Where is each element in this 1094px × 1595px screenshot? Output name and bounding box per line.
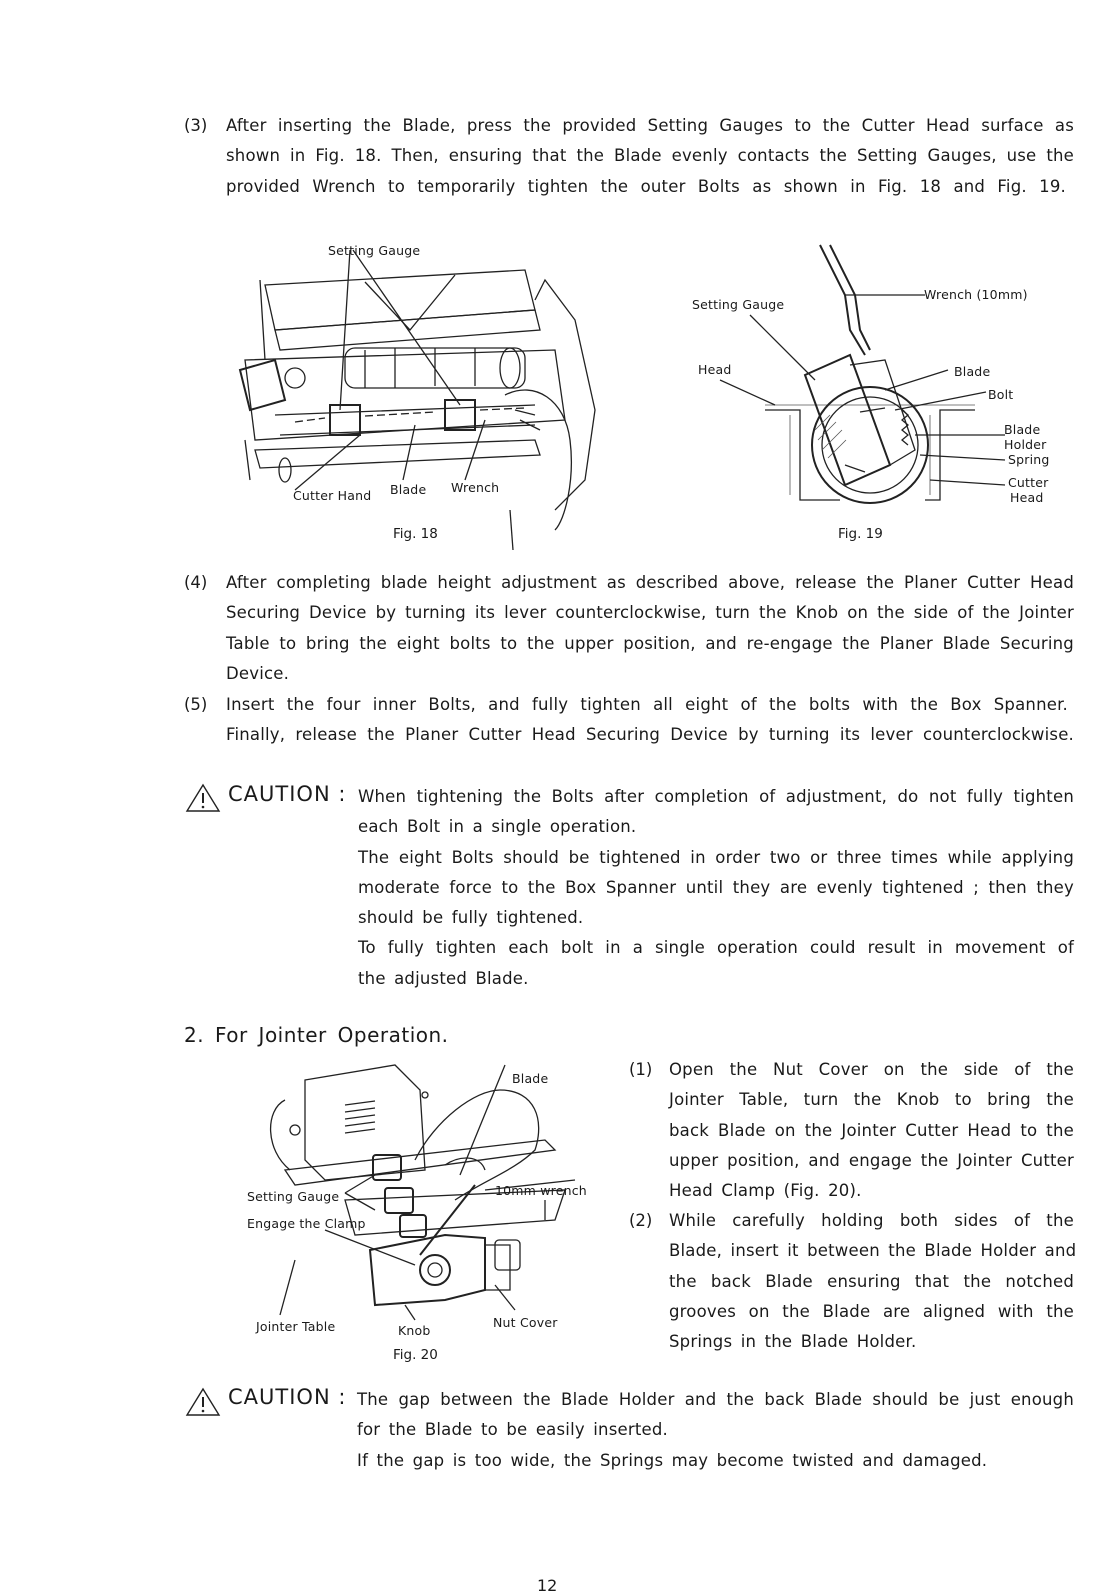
step-5-number: (5) <box>184 695 208 714</box>
fig-19-caption: Fig. 19 <box>838 526 883 542</box>
jointer-step-2-line: Blade, insert it between the Blade Holder and <box>669 1241 1077 1261</box>
step-4-line: Device. <box>226 663 290 683</box>
step-3-line: After inserting the Blade, press the provided Setting Gauges to the Cutter Head surface as <box>226 116 1074 135</box>
fig-19-label-cutter-head-2: Head <box>1010 490 1044 505</box>
step-3-text <box>226 111 1074 202</box>
warning-triangle-icon <box>185 1387 221 1417</box>
jointer-step-1-line: Head Clamp (Fig. 20). <box>669 1181 862 1201</box>
jointer-step-1-line: upper position, and engage the Jointer Cutter <box>669 1150 1074 1170</box>
jointer-step-2-line: Springs in the Blade Holder. <box>669 1332 917 1352</box>
jointer-step-2-number: (2) <box>629 1211 653 1230</box>
fig-18-caption: Fig. 18 <box>393 526 438 542</box>
step-3-line: provided Wrench to temporarily tighten the outer Bolts as shown in Fig. 18 and Fig. 19. <box>226 176 1066 196</box>
fig-20-label-nut-cover: Nut Cover <box>493 1315 558 1330</box>
jointer-step-2-text <box>669 1206 1077 1357</box>
caution-2-line: The gap between the Blade Holder and the back Blade should be just enough <box>357 1390 1074 1409</box>
step-4-number: (4) <box>184 573 208 592</box>
jointer-step-1-line: back Blade on the Jointer Cutter Head to the <box>669 1120 1074 1140</box>
caution-2-line: for the Blade to be easily inserted. <box>357 1420 668 1440</box>
caution-1-line: the adjusted Blade. <box>358 968 529 988</box>
step-4-line: Securing Device by turning its lever counterclockwise, turn the Knob on the side of the Jointer <box>226 603 1074 623</box>
step-4-text <box>226 568 1074 689</box>
step-3-line: shown in Fig. 18. Then, ensuring that the Blade evenly contacts the Setting Gauges, use the <box>226 146 1074 166</box>
step-4-line: Table to bring the eight bolts to the upper position, and re-engage the Planer Blade Securing <box>226 633 1074 653</box>
caution-1-label: CAUTION : <box>228 782 347 806</box>
jointer-step-2-line: grooves on the Blade are aligned with the <box>669 1301 1074 1321</box>
fig-19-label-spring: Spring <box>1008 452 1050 467</box>
fig-20-label-wrench: 10mm wrench <box>495 1183 587 1198</box>
caution-1-line: each Bolt in a single operation. <box>358 817 637 837</box>
fig-19-label-wrench: Wrench (10mm) <box>924 287 1028 302</box>
fig-19-label-blade-holder-1: Blade <box>1004 422 1041 437</box>
fig-19-label-bolt: Bolt <box>988 387 1014 402</box>
fig-20-illustration <box>245 1060 590 1350</box>
fig-18-label-wrench: Wrench <box>451 480 500 495</box>
fig-18-label-cutter-hand: Cutter Hand <box>293 488 372 503</box>
fig-20-label-jointer-table: Jointer Table <box>256 1319 336 1334</box>
fig-18-label-blade: Blade <box>390 482 427 497</box>
caution-2-line: If the gap is too wide, the Springs may become twisted and damaged. <box>357 1450 988 1470</box>
page-number: 12 <box>537 1576 558 1595</box>
fig-19-label-cutter-head-1: Cutter <box>1008 475 1049 490</box>
fig-19-label-blade: Blade <box>954 364 991 379</box>
step-5-line: Insert the four inner Bolts, and fully tighten all eight of the bolts with the Box Spanner. <box>226 695 1068 714</box>
fig-19-illustration <box>690 240 1060 520</box>
fig-19-label-blade-holder-2: Holder <box>1004 437 1047 452</box>
caution-2-label: CAUTION : <box>228 1385 347 1409</box>
fig-19-label-head: Head <box>698 362 732 377</box>
fig-20-label-setting-gauge: Setting Gauge <box>247 1189 340 1204</box>
jointer-step-1-number: (1) <box>629 1060 653 1079</box>
fig-20-caption: Fig. 20 <box>393 1347 438 1363</box>
jointer-step-2-line: While carefully holding both sides of the <box>669 1211 1074 1230</box>
caution-1-line: When tightening the Bolts after completion of adjustment, do not fully tighten <box>358 787 1074 806</box>
fig-20-label-engage-clamp: Engage the Clamp <box>247 1216 366 1231</box>
caution-1-line: To fully tighten each bolt in a single operation could result in movement of <box>358 938 1074 958</box>
section-2-heading: 2. For Jointer Operation. <box>184 1023 449 1047</box>
caution-1-line: moderate force to the Box Spanner until they are evenly tightened ; then they <box>358 877 1074 897</box>
fig-18-illustration <box>235 240 605 550</box>
jointer-step-1-line: Open the Nut Cover on the side of the <box>669 1060 1074 1079</box>
jointer-step-1-text <box>669 1055 1074 1206</box>
fig-20-label-blade: Blade <box>512 1071 549 1086</box>
jointer-step-1-line: Jointer Table, turn the Knob to bring the <box>669 1090 1074 1110</box>
step-3-number: (3) <box>184 116 208 135</box>
fig-20-label-knob: Knob <box>398 1323 431 1338</box>
caution-2-text <box>357 1385 1074 1476</box>
caution-1-line: The eight Bolts should be tightened in order two or three times while applying <box>358 847 1074 867</box>
fig-18-label-setting-gauge: Setting Gauge <box>328 243 421 258</box>
jointer-step-2-line: the back Blade ensuring that the notched <box>669 1271 1074 1291</box>
step-5-text <box>226 690 1074 751</box>
fig-19-label-setting-gauge: Setting Gauge <box>692 297 785 312</box>
caution-1-line: should be fully tightened. <box>358 908 584 928</box>
caution-1-text <box>358 782 1074 994</box>
warning-triangle-icon <box>185 783 221 813</box>
step-5-line: Finally, release the Planer Cutter Head Securing Device by turning its lever counterclockwise. <box>226 725 1074 745</box>
step-4-line: After completing blade height adjustment as described above, release the Planer Cutter Head <box>226 573 1074 592</box>
